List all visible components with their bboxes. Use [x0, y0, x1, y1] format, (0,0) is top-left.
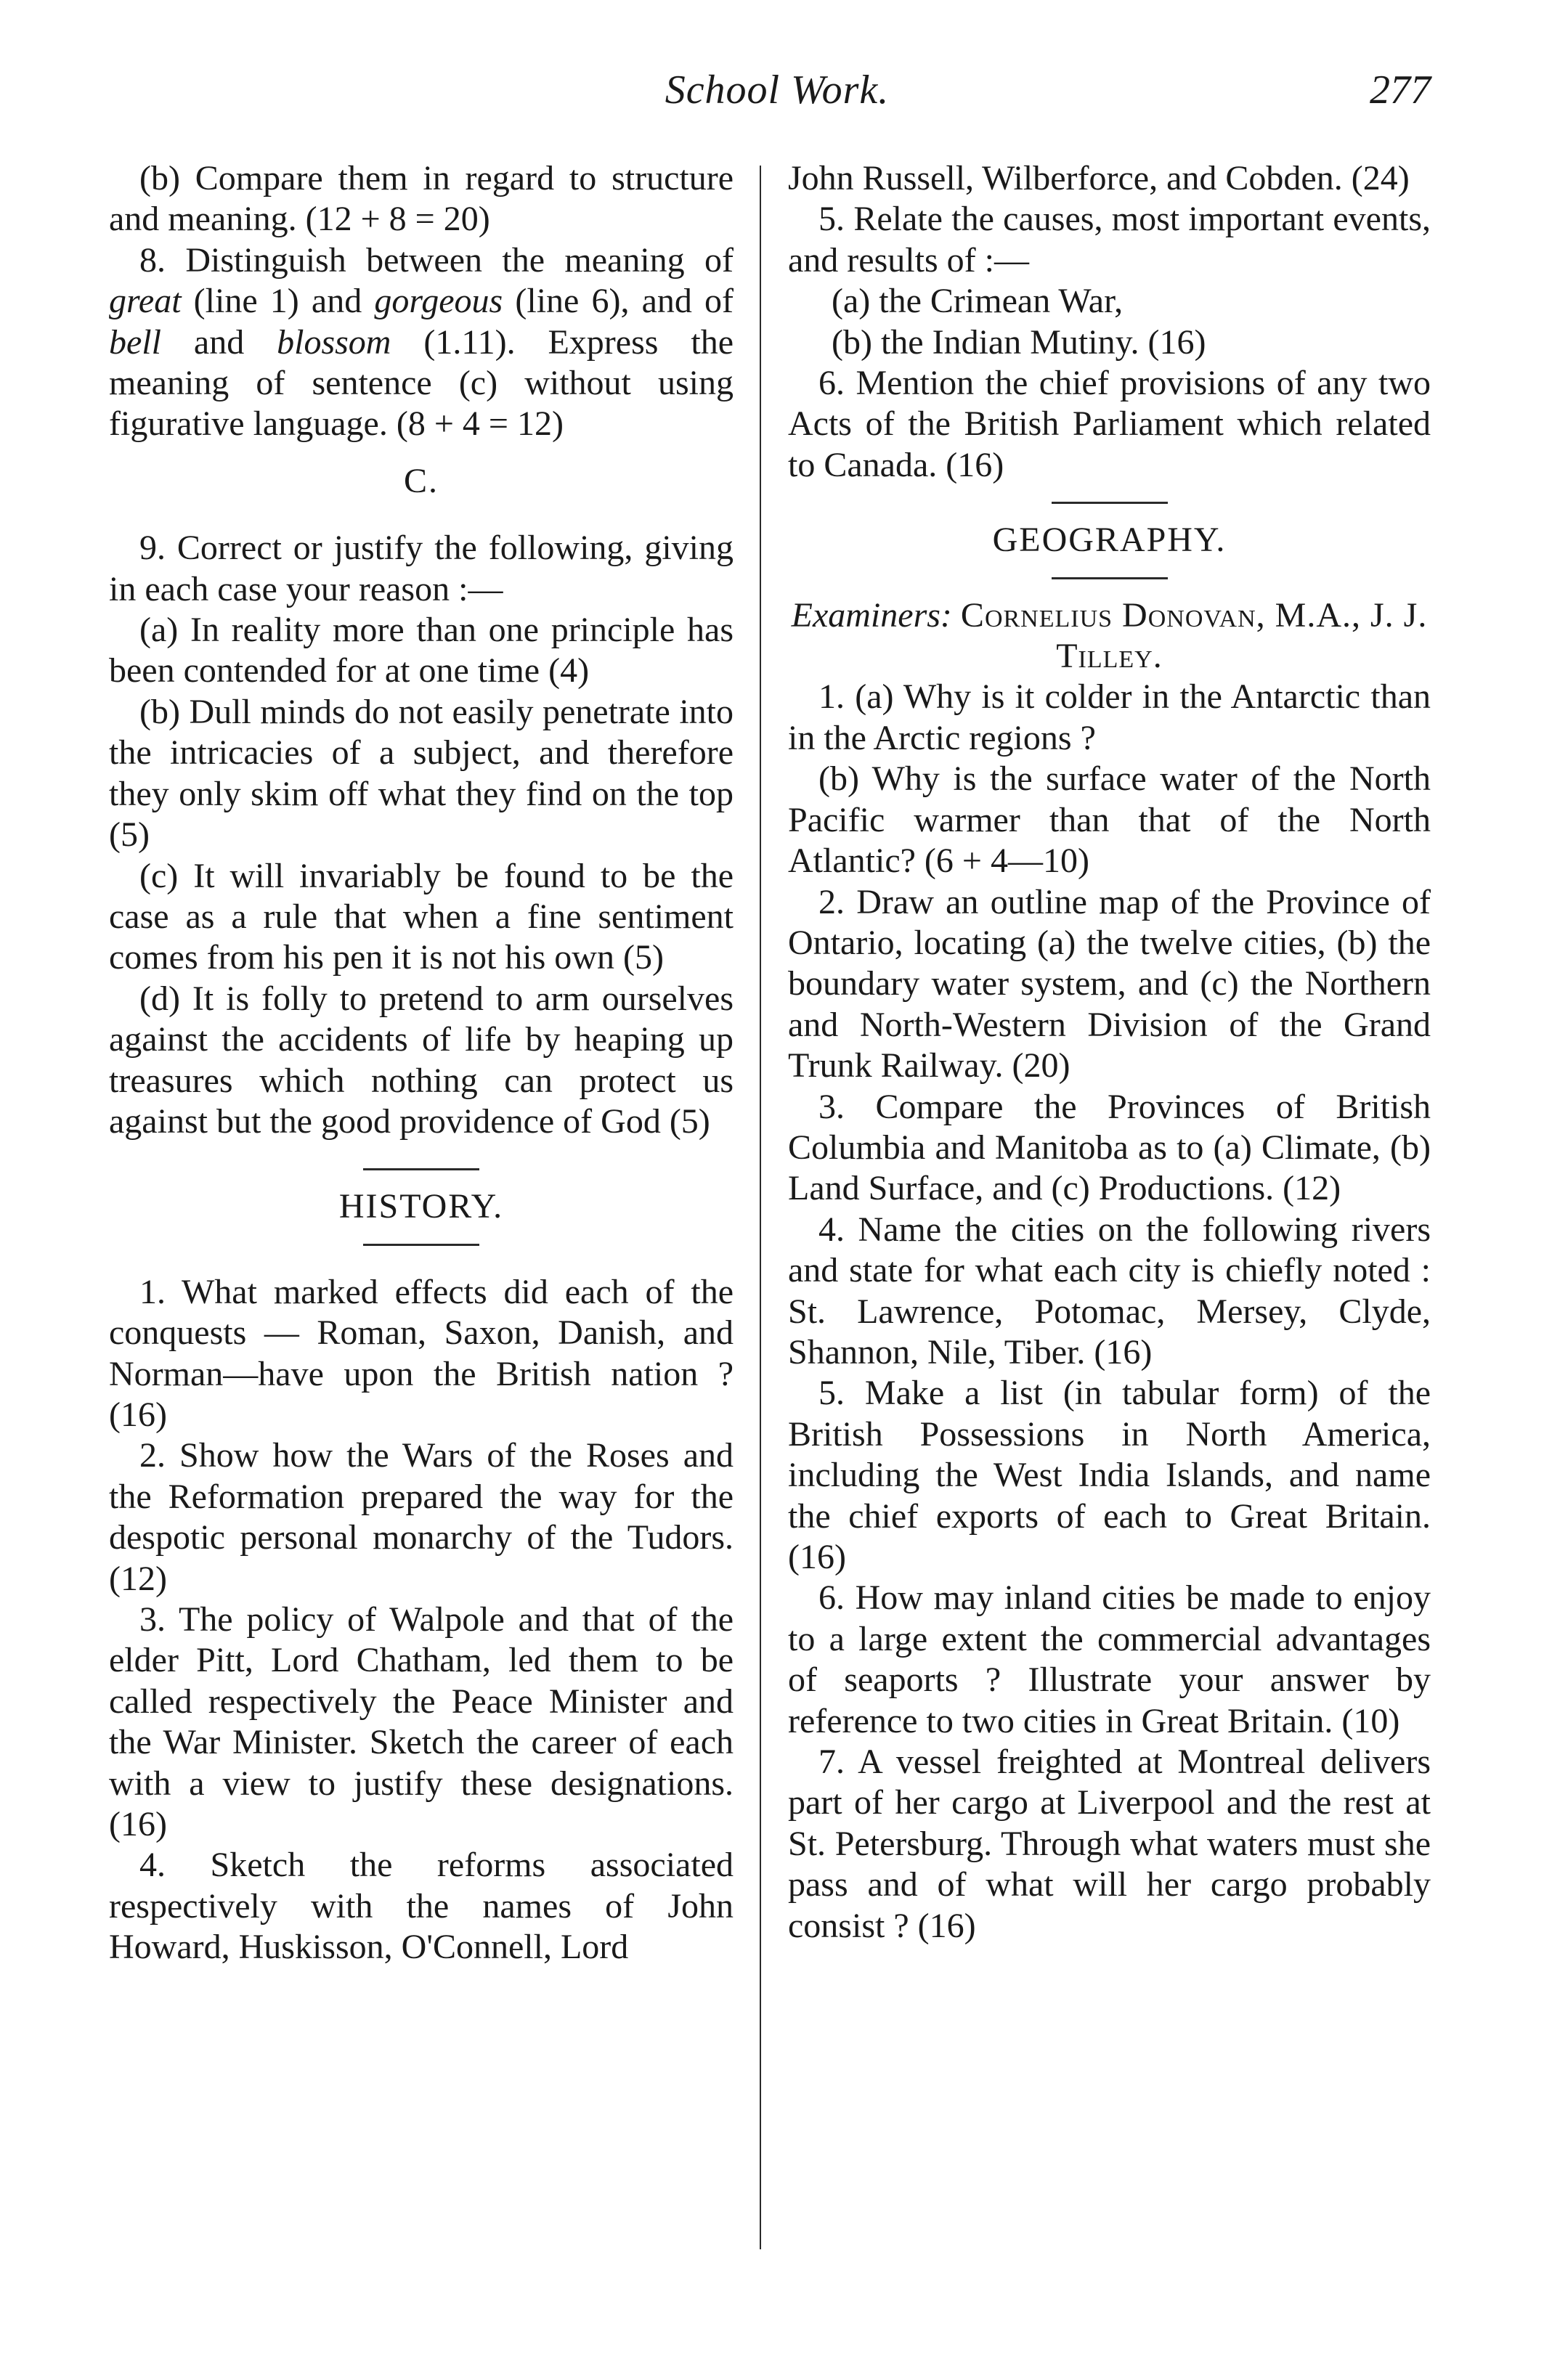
geography-question-5: 5. Make a list (in tabular form) of the British Possessions in North America, including the West India Islands, and name the chief exports of each to Great Britain. (16) [788, 1374, 1431, 1576]
examiners-line [788, 595, 1431, 677]
history-question-5b: (b) the Indian Mutiny. (16) [832, 322, 1206, 362]
geography-question-7: 7. A vessel freighted at Montreal delivers part of her cargo at Liverpool and the rest at St. Petersburg. Through what waters must she pass and of what will her cargo probably consist ? (16) [788, 1743, 1431, 1945]
history-question-6: 6. Mention the chief provisions of any two Acts of the British Parliament which related to Canada. (16) [788, 364, 1431, 484]
q8-word-bell: bell [109, 322, 161, 362]
geography-question-6: 6. How may inland cities be made to enjoy to a large extent the commercial advantages of seaports ? Illustrate your answer by reference to two cities in Great Britain. (10) [788, 1578, 1431, 1740]
history-question-5: 5. Relate the causes, most important events, and results of :— [788, 200, 1431, 280]
q8-text-4: and [161, 322, 277, 362]
left-column [109, 158, 734, 1968]
question-9c: (c) It will invariably be found to be the case as a rule that when a fine sentiment comes from his pen it is not his own (5) [109, 856, 734, 977]
geography-question-3: 3. Compare the Provinces of British Columbia and Manitoba as to (a) Climate, (b) Land Surface, and (c) Productions. (12) [788, 1087, 1431, 1208]
question-9b: (b) Dull minds do not easily penetrate into the intricacies of a subject, and therefore they only skim off what they find on the top (5) [109, 692, 734, 855]
page-number: 277 [1370, 68, 1431, 113]
geography-question-1b: (b) Why is the surface water of the North Pacific warmer than that of the North Atlantic? (6 + 4—10) [788, 759, 1431, 881]
question-b-compare: (b) Compare them in regard to structure and meaning. (12 + 8 = 20) [109, 159, 734, 239]
q8-text-1: 8. Distinguish between the meaning of [139, 240, 734, 280]
section-c-heading: C. [403, 461, 439, 500]
q8-word-great: great [109, 282, 182, 321]
examiners-names: Cornelius Donovan, M.A., J. J. Tilley. [960, 595, 1428, 676]
q8-text-2: (line 1) and [181, 282, 375, 321]
geography-question-1a: 1. (a) Why is it colder in the Antarctic than in the Arctic regions ? [788, 677, 1431, 757]
question-8 [109, 240, 734, 445]
geography-question-4: 4. Name the cities on the following rivers and state for what each city is chiefly noted : St. Lawrence, Potomac, Mersey, Clyde, Shannon, Nile, Tiber. (16) [788, 1210, 1431, 1372]
history-question-4-continued: John Russell, Wilberforce, and Cobden. (24) [788, 159, 1410, 197]
page-header [109, 67, 1445, 132]
column-divider [760, 166, 761, 2249]
history-question-2: 2. Show how the Wars of the Roses and the Reformation prepared the way for the despotic personal monarchy of the Tudors. (12) [109, 1436, 734, 1598]
q8-text-5: (1.11). Express the meaning of sentence (c) without using figurative language. (8 + 4 = 12) [109, 322, 734, 444]
geography-heading: GEOGRAPHY. [992, 521, 1227, 560]
history-question-1: 1. What marked effects did each of the conquests — Roman, Saxon, Danish, and Norman—have upon the British nation ? (16) [109, 1272, 734, 1434]
question-9d: (d) It is folly to pretend to arm ourselves against the accidents of life by heaping up treasures which nothing can protect us against but the good providence of God (5) [109, 979, 734, 1141]
geography-question-2: 2. Draw an outline map of the Province of Ontario, locating (a) the twelve cities, (b) the boundary water system, and (c) the Northern and North-Western Division of the Grand Trunk Railway. (20) [788, 882, 1431, 1085]
running-title: School Work. [665, 68, 890, 113]
q8-word-gorgeous: gorgeous [374, 282, 503, 321]
question-9-intro: 9. Correct or justify the following, giving in each case your reason :— [109, 529, 734, 608]
right-column [788, 158, 1431, 1947]
examiners-label: Examiners: [791, 595, 952, 635]
history-question-4: 4. Sketch the reforms associated respectively with the names of John Howard, Huskisson, O'Connell, Lord [109, 1846, 734, 1967]
q8-word-blossom: blossom [277, 322, 391, 362]
history-question-5a: (a) the Crimean War, [832, 282, 1124, 321]
q8-text-3: (line 6), and of [503, 282, 734, 321]
history-question-3: 3. The policy of Walpole and that of the elder Pitt, Lord Chatham, led them to be called respectively the Peace Minister and the War Minister. Sketch the career of each with a view to justify these designations. (16) [109, 1600, 734, 1844]
question-9a: (a) In reality more than one principle has been contended for at one time (4) [109, 611, 734, 690]
history-heading: HISTORY. [338, 1187, 504, 1226]
